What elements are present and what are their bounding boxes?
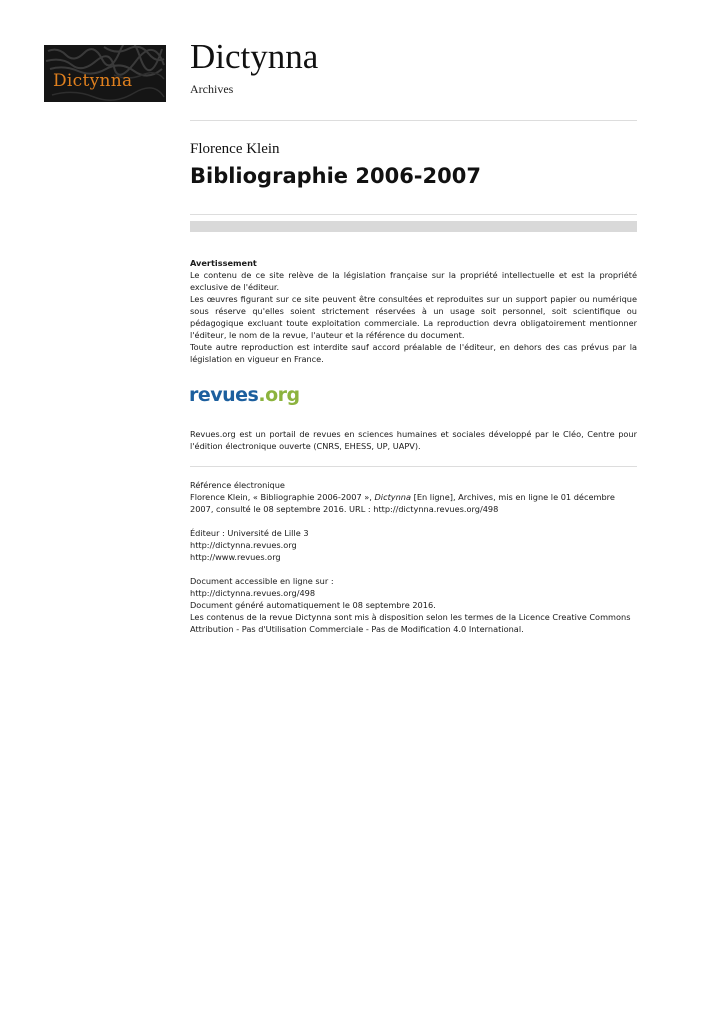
document-url[interactable]: http://dictynna.revues.org/498 — [190, 588, 316, 598]
section-bar — [190, 221, 637, 232]
divider — [190, 214, 637, 215]
warning-paragraph: Le contenu de ce site relève de la législation française sur la propriété intellectuelle et est la propriété exclusive de l'éditeur. — [190, 270, 637, 292]
citation-journal: Dictynna — [374, 492, 412, 502]
document-generated: Document généré automatiquement le 08 septembre 2016. — [190, 600, 436, 610]
revues-url[interactable]: http://www.revues.org — [190, 552, 281, 562]
publisher-editor: Éditeur : Université de Lille 3 — [190, 528, 309, 538]
journal-title: Dictynna — [190, 37, 319, 76]
article-author: Florence Klein — [190, 141, 280, 157]
revues-logo-part2: .org — [258, 384, 300, 406]
citation-before: Florence Klein, « Bibliographie 2006-2007 », — [190, 492, 375, 502]
divider — [190, 466, 637, 467]
revues-org-logo — [189, 383, 300, 407]
warning-heading: Avertissement — [190, 258, 257, 268]
citation-after: [En ligne], Archives, mis en ligne le 01 décembre 2007, consulté le 08 septembre 2016. URL : http://dictynna.revues.org/498 — [190, 492, 615, 514]
divider — [190, 120, 637, 121]
reference-citation — [190, 491, 637, 515]
warning-paragraph: Les œuvres figurant sur ce site peuvent être consultées et reproduites sur un support papier ou numérique sous réserve qu'elles soient strictement réservées à un usage soit personnel, soit scientifique ou pédagogique excluant toute exploitation commerciale. La reproduction devra obligatoirement mentionner l'éditeur, le nom de la revue, l'auteur et la référence du document. — [190, 294, 637, 340]
document-available-label: Document accessible en ligne sur : — [190, 576, 334, 586]
warning-block — [190, 257, 637, 365]
publisher-url[interactable]: http://dictynna.revues.org — [190, 540, 297, 550]
reference-heading: Référence électronique — [190, 480, 285, 490]
journal-section: Archives — [190, 82, 234, 96]
article-title: Bibliographie 2006-2007 — [190, 164, 481, 188]
revues-logo-part1: revues — [189, 384, 259, 406]
portal-description: Revues.org est un portail de revues en sciences humaines et sociales développé par le Cléo, Centre pour l'édition électronique ouverte (CNRS, EHESS, UP, UAPV). — [190, 429, 637, 451]
warning-paragraph: Toute autre reproduction est interdite sauf accord préalable de l'éditeur, en dehors des cas prévus par la législation en vigueur en France. — [190, 342, 637, 364]
logo-text: Dictynna — [53, 71, 133, 91]
reference-block — [190, 479, 637, 635]
journal-logo — [44, 45, 166, 102]
license-text: Les contenus de la revue Dictynna sont mis à disposition selon les termes de la Licence Creative Commons Attribution - Pas d'Utilisation Commerciale - Pas de Modification 4.0 International. — [190, 612, 631, 634]
